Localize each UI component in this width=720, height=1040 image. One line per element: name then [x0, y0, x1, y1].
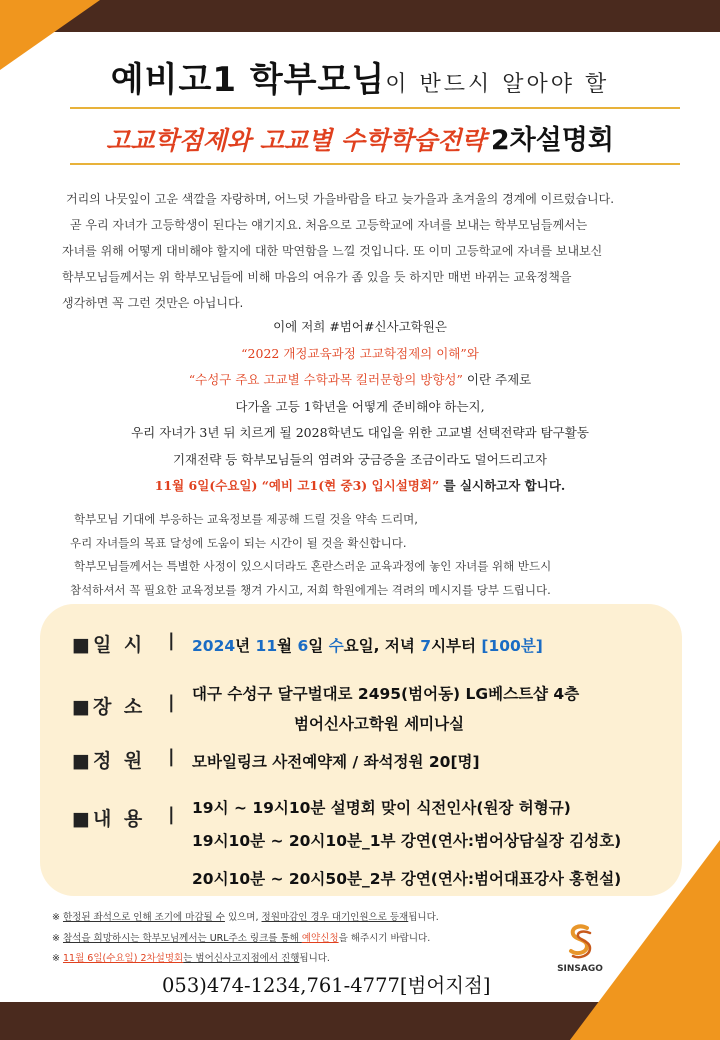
announcement-line: “2022 개정교육과정 고교학점제의 이해”와 [241, 345, 479, 361]
notice-mark: ※ [52, 932, 63, 944]
announcement-block [0, 314, 720, 500]
capacity-label: ■정 원 [72, 750, 146, 772]
sinsago-logo [550, 922, 610, 978]
date-month: 11 [255, 637, 278, 655]
date-unit: 일 [308, 637, 324, 655]
date-day: 6 [297, 637, 309, 655]
announcement-line [0, 473, 720, 500]
date-year: 2024 [192, 637, 236, 655]
date-unit: 월 [277, 637, 293, 655]
page-title [0, 52, 720, 101]
notice-text: 있으며, [224, 912, 262, 923]
intro-paragraph [58, 186, 668, 316]
title-rule-top [70, 107, 680, 109]
content-item: 20시10분 ~ 20시50분_2부 강연(연사:범어대표강사 홍헌설) [192, 870, 622, 888]
promise-line: 학부모님들께서는 특별한 사정이 있으시더라도 혼란스러운 교육과정에 놓인 자녀를 위해 반드시 [74, 559, 552, 573]
capacity-separator: | [168, 746, 175, 767]
date-duration: [100분] [481, 637, 543, 655]
announcement-line: 다가올 고등 1학년을 어떻게 준비해야 하는지, [235, 398, 485, 414]
announcement-line: 우리 자녀가 3년 뒤 치르게 될 2028학년도 대입을 위한 고교별 선택전략과 탐구활동 [131, 425, 589, 440]
notice-item [52, 929, 612, 950]
place-separator: | [168, 692, 175, 713]
date-separator: | [168, 630, 175, 651]
top-bar [0, 0, 720, 32]
notice-mark: ※ [52, 953, 63, 964]
announcement-text: 를 실시하고자 합니다. [443, 478, 566, 493]
reservation-link[interactable]: 예약신청 [301, 932, 339, 944]
notice-highlight: 11월 6일(수요일) 2차설명회 [62, 953, 184, 964]
place-address: 대구 수성구 달구벌대로 2495(범어동) LG베스트샵 4층 [192, 685, 580, 703]
content-label: ■내 용 [72, 808, 146, 830]
date-weekday: 수 [328, 637, 344, 655]
announcement-line [0, 367, 720, 394]
notice-text: 한정된 좌석으로 인해 조기에 마감될 수 [62, 912, 225, 923]
announcement-event: 11월 6일(수요일) “예비 고1(현 중3) 입시설명회” [154, 478, 440, 493]
notice-text: 는 범어신사고지점에서 진행 [183, 953, 300, 964]
subtitle-topic: 고교학점제와 고교별 수학학습전략 [106, 126, 486, 155]
title-suffix: 이 반드시 알아야 할 [385, 72, 610, 97]
notice-list [52, 908, 612, 970]
content-item: 19시10분 ~ 20시10분_1부 강연(연사:범어상담실장 김성호) [192, 832, 622, 850]
capacity-value: 모바일링크 사전예약제 / 좌석정원 20[명] [192, 753, 480, 771]
notice-text: 을 해주시기 바랍니다. [338, 932, 431, 944]
intro-line: 생각하면 꼭 그런 것만은 아닙니다. [62, 296, 244, 310]
notice-text: 됩니다. [408, 912, 439, 923]
date-unit: 시부터 [431, 637, 476, 655]
promise-line: 학부모님 기대에 부응하는 교육정보를 제공해 드릴 것을 약속 드리며, [74, 512, 418, 526]
content-separator: | [168, 804, 175, 825]
sinsago-logo-icon [565, 922, 595, 962]
intro-line: 거리의 나뭇잎이 고운 색깔을 자랑하며, 어느덧 가을바람을 타고 늦가을과 초겨울의 경계에 이르렀습니다. [66, 192, 615, 206]
intro-line: 학부모님들께서는 위 학부모님들에 비해 마음의 여유가 좀 있을 듯 하지만 매번 바뀌는 교육정책을 [62, 270, 572, 284]
notice-text: 됩니다. [299, 953, 330, 964]
place-room: 범어신사고학원 세미나실 [294, 715, 465, 733]
promise-paragraph [70, 508, 690, 602]
notice-text: 정원마감인 경우 대기인원으로 등재 [261, 912, 409, 923]
logo-text: SINSAGO [557, 964, 603, 974]
title-rule-bottom [70, 163, 680, 165]
page-subtitle [0, 118, 720, 157]
date-unit: 년 [235, 637, 251, 655]
intro-line: 자녀를 위해 어떻게 대비해야 할지에 대한 막연함을 느낄 것입니다. 또 이미 고등학교에 자녀를 보내보신 [62, 244, 603, 258]
promise-line: 참석하셔서 꼭 필요한 교육정보를 챙겨 가시고, 저희 학원에게는 격려의 메시지를 당부 드립니다. [70, 582, 551, 597]
notice-mark: ※ [52, 912, 63, 923]
notice-item [52, 949, 612, 970]
subtitle-session: 2차설명회 [490, 125, 614, 156]
promise-line: 우리 자녀들의 목표 달성에 도움이 되는 시간이 될 것을 확신합니다. [70, 535, 407, 550]
event-info-box [40, 604, 682, 896]
intro-line: 곧 우리 자녀가 고등학생이 된다는 얘기지요. 처음으로 고등학교에 자녀를 보내는 학부모님들께서는 [70, 218, 588, 232]
place-label: ■장 소 [72, 696, 146, 718]
contact-phone: 053)474-1234,761-4777[범어지점] [162, 974, 491, 997]
notice-text: 참석을 희망하시는 학부모님께서는 URL주소 링크를 통해 [62, 932, 302, 944]
announcement-line: 이에 저희 #범어#신사고학원은 [273, 319, 447, 334]
announcement-line: 기재전략 등 학부모님들의 염려와 궁금증을 조금이라도 덜어드리고자 [172, 451, 548, 467]
announcement-text: 이란 주제로 [466, 372, 532, 387]
date-time: 7 [420, 637, 432, 655]
announcement-topic: “수성구 주요 고교별 수학과목 킬러문항의 방향성” [188, 372, 463, 387]
title-main: 예비고1 학부모님 [110, 60, 386, 100]
notice-item [52, 908, 612, 929]
content-item: 19시 ~ 19시10분 설명회 맞이 식전인사(원장 허형규) [192, 799, 571, 817]
date-label: ■일 시 [72, 634, 146, 656]
date-text: 요일, 저녁 [343, 637, 415, 655]
date-value [192, 634, 543, 656]
